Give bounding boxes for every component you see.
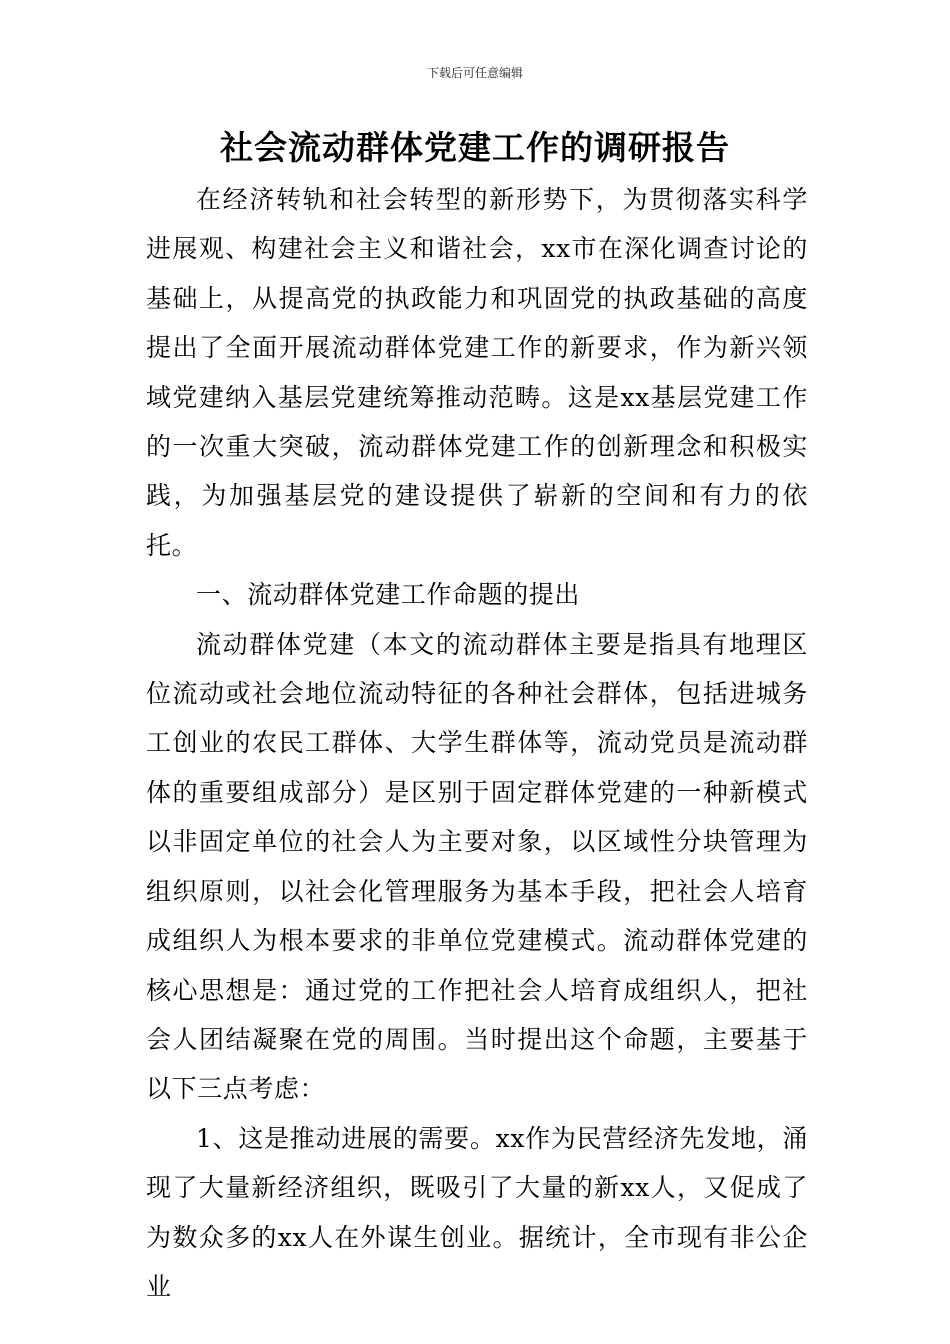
document-body [146, 175, 808, 1311]
definition-paragraph: 流动群体党建（本文的流动群体主要是指具有地理区位流动或社会地位流动特征的各种社会群体，包括进城务工创业的农民工群体、大学生群体等，流动党员是流动群体的重要组成部分）是区别于固定群体党建的一种新模式以非固定单位的社会人为主要对象，以区域性分块管理为组织原则，以社会化管理服务为基本手段，把社会人培育成组织人为根本要求的非单位党建模式。流动群体党建的核心思想是：通过党的工作把社会人培育成组织人，把社会人团结凝聚在党的周围。当时提出这个命题，主要基于以下三点考虑： [146, 629, 808, 1104]
document-title: 社会流动群体党建工作的调研报告 [220, 128, 730, 167]
point-1-paragraph: 1、这是推动进展的需要。xx作为民营经济先发地，涌现了大量新经济组织，既吸引了大量的新xx人，又促成了为数众多的xx人在外谋生创业。据统计，全市现有非公企业 [146, 1123, 808, 1301]
header-note: 下载后可任意编辑 [426, 66, 523, 80]
section-heading-1: 一、流动群体党建工作命题的提出 [196, 580, 581, 610]
intro-paragraph: 在经济转轨和社会转型的新形势下，为贯彻落实科学进展观、构建社会主义和谐社会，xx市在深化调查讨论的基础上，从提高党的执政能力和巩固党的执政基础的高度提出了全面开展流动群体党建工作的新要求，作为新兴领域党建纳入基层党建统筹推动范畴。这是xx基层党建工作的一次重大突破，流动群体党建工作的创新理念和积极实践，为加强基层党的建设提供了崭新的空间和有力的依托。 [146, 185, 808, 560]
